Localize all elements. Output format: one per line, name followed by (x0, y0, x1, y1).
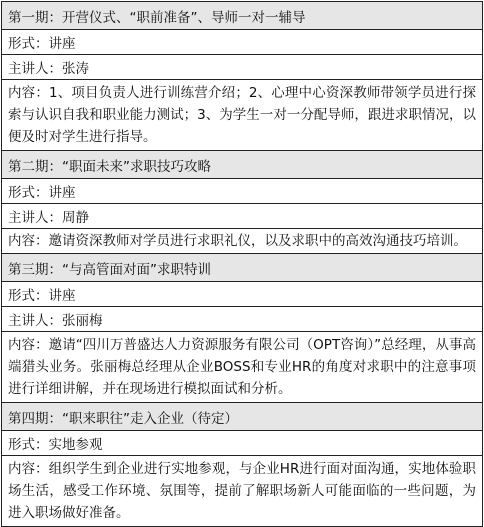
phase-2-header-row (2, 151, 483, 179)
phase-1-content-row (2, 80, 483, 151)
phase-2-form: 形式：讲座 (2, 179, 483, 204)
phase-1-speaker-row (2, 55, 483, 80)
phase-2-content: 内容：邀请资深教师对学员进行求职礼仪，以及求职中的高效沟通技巧培训。 (8, 233, 467, 249)
phase-1-title: 第一期：开营仪式、“职前准备”、导师一对一辅导 (2, 2, 483, 30)
phase-3-speaker-row (2, 307, 483, 332)
phase-4-content: 内容：组织学生到企业进行实地参观，与企业HR进行面对面沟通，实地体验职场生活，感受工作环境、氛围等，提前了解职场新人可能面临的一些问题，为进入职场做好准备。 (8, 461, 476, 521)
training-schedule-table (1, 1, 483, 527)
phase-2-speaker-row (2, 204, 483, 229)
phase-1-form-row (2, 30, 483, 55)
phase-3-header-row (2, 254, 483, 282)
phase-4-title: 第四期：“职来职往”走入企业（待定） (2, 403, 483, 431)
phase-3-content-row (2, 332, 483, 403)
phase-2-title: 第二期：“职面未来”求职技巧攻略 (2, 151, 483, 179)
phase-3-speaker: 主讲人：张丽梅 (2, 307, 483, 332)
phase-3-form-row (2, 282, 483, 307)
phase-3-title: 第三期：“与高管面对面”求职特训 (2, 254, 483, 282)
phase-4-content-row (2, 456, 483, 527)
phase-4-form-row (2, 431, 483, 456)
phase-2-content-row (2, 229, 483, 254)
phase-1-speaker: 主讲人：张涛 (2, 55, 483, 80)
phase-3-form: 形式：讲座 (2, 282, 483, 307)
phase-3-content: 内容：邀请“四川万普盛达人力资源服务有限公司（OPT咨询）”总经理，从事高端猎头业务。张丽梅总经理从企业BOSS和专业HR的角度对求职中的注意事项进行详细讲解，并在现场进行模拟面试和分析。 (8, 337, 476, 397)
phase-4-form: 形式：实地参观 (2, 431, 483, 456)
phase-2-form-row (2, 179, 483, 204)
phase-4-header-row (2, 403, 483, 431)
phase-1-content: 内容：1、项目负责人进行训练营介绍；2、心理中心资深教师带领学员进行探索与认识自我和职业能力测试；3、为学生一对一分配导师，跟进求职情况，以便及时对学生进行指导。 (8, 85, 476, 145)
phase-1-header-row (2, 2, 483, 30)
phase-1-form: 形式：讲座 (2, 30, 483, 55)
phase-2-speaker: 主讲人：周静 (2, 204, 483, 229)
